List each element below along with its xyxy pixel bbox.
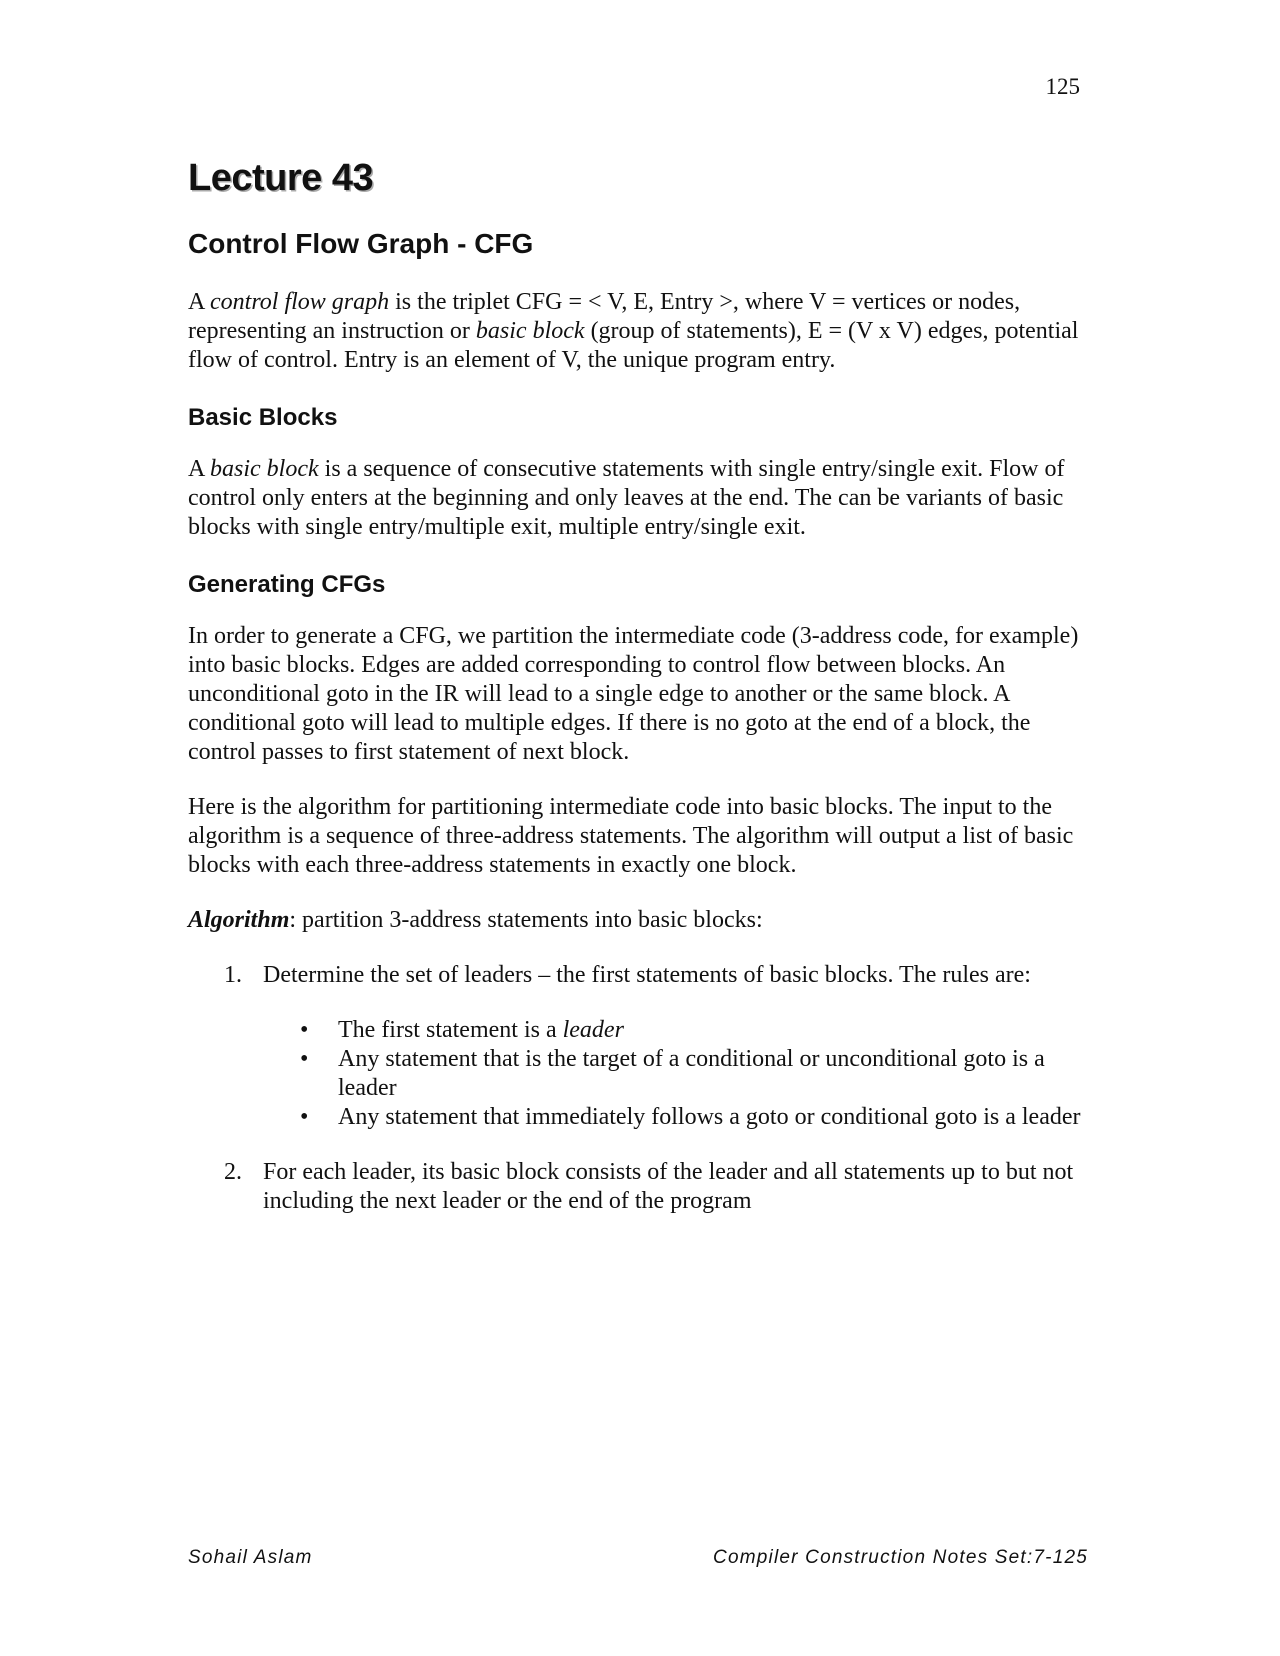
section-title: Control Flow Graph - CFG	[188, 228, 534, 259]
footer-notes: Compiler Construction Notes Set:7-125	[713, 1547, 1088, 1568]
text-span: The first statement is a	[338, 1017, 563, 1043]
list-item	[188, 1045, 1088, 1103]
page-number: 125	[1045, 74, 1080, 99]
text-span: : partition 3-address statements into basic blocks:	[289, 907, 763, 933]
text-span: A	[188, 289, 211, 315]
generating-paragraph-1: In order to generate a CFG, we partition the intermediate code (3-address code, for example) into basic blocks. Edges are added corresponding to control flow between blocks. An unconditional goto in the IR will lead to a single edge to another or the same block. A conditional goto will lead to multiple edges. If there is no goto at the end of a block, the control passes to first statement of next block.	[188, 623, 1079, 765]
bullet-icon: •	[300, 1046, 309, 1072]
page-content	[188, 140, 1088, 1216]
text-span: Any statement that is the target of a conditional or unconditional goto is a leader	[338, 1046, 1045, 1101]
bullet-icon: •	[300, 1104, 309, 1130]
basic-blocks-paragraph	[188, 455, 1088, 542]
term-leader: leader	[562, 1017, 624, 1043]
list-item	[188, 1158, 1088, 1216]
list-item	[188, 1103, 1088, 1132]
step-text: Determine the set of leaders – the first statements of basic blocks. The rules are:	[263, 962, 1031, 988]
step-number: 1.	[224, 962, 242, 988]
cfg-definition-paragraph	[188, 288, 1088, 375]
footer-author: Sohail Aslam	[188, 1547, 313, 1568]
algorithm-intro	[188, 906, 1088, 935]
term-basic-block: basic block	[475, 318, 585, 344]
text-span: (group of statements), E = (V x V) edges, potential flow of control. Entry is an element of V, the unique program entry.	[188, 318, 1079, 373]
text-span: Any statement that immediately follows a goto or conditional goto is a leader	[338, 1104, 1081, 1130]
bullet-icon: •	[300, 1017, 309, 1043]
basic-blocks-heading: Basic Blocks	[188, 404, 338, 431]
algorithm-steps	[188, 961, 1088, 1216]
text-span: is the triplet CFG = < V, E, Entry >, where V = vertices or nodes, representing an instruction or	[188, 289, 1021, 344]
lecture-title: Lecture 43	[188, 157, 374, 199]
term-control-flow-graph: control flow graph	[210, 289, 390, 315]
text-span: is a sequence of consecutive statements with single entry/single exit. Flow of control only enters at the beginning and only leaves at the end. The can be variants of basic blocks with single entry/multiple exit, multiple entry/single exit.	[188, 456, 1065, 540]
text-span: A	[188, 456, 211, 482]
step-text: For each leader, its basic block consists of the leader and all statements up to but not including the next leader or the end of the program	[263, 1159, 1074, 1214]
algorithm-label: Algorithm	[188, 907, 290, 933]
list-item	[188, 961, 1088, 1158]
generating-cfgs-heading: Generating CFGs	[188, 571, 386, 598]
list-item	[188, 1016, 1088, 1045]
term-basic-block: basic block	[210, 456, 319, 482]
generating-paragraph-2: Here is the algorithm for partitioning intermediate code into basic blocks. The input to the algorithm is a sequence of three-address statements. The algorithm will output a list of basic blocks with each three-address statements in exactly one block.	[188, 794, 1074, 878]
leader-rules	[188, 1016, 1088, 1132]
step-number: 2.	[224, 1159, 242, 1185]
